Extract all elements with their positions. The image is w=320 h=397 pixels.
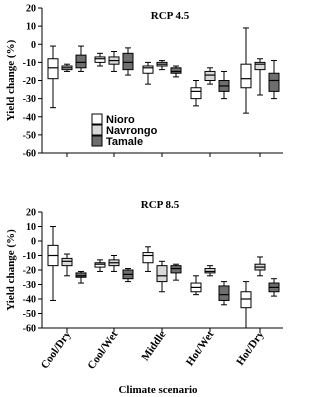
box-iqr (76, 55, 86, 68)
x-tick-label: Middle (139, 328, 169, 364)
y-tick-label: -20 (22, 76, 36, 87)
panel-title: RCP 4.5 (150, 10, 190, 22)
box-iqr (171, 266, 181, 273)
box-nioro-0 (48, 227, 58, 301)
box-iqr (191, 88, 201, 99)
box-nioro-2 (143, 62, 153, 84)
box-nioro-4 (241, 282, 251, 328)
y-tick-label: -10 (22, 251, 36, 262)
x-tick-label: Hot/Wet (183, 328, 217, 369)
box-nioro-1 (95, 260, 105, 272)
y-tick-label: -40 (22, 112, 36, 124)
x-axis-title: Climate scenario (118, 384, 198, 396)
box-tamale-3 (219, 71, 229, 98)
box-iqr (219, 286, 229, 301)
box-iqr (157, 266, 167, 282)
box-tamale-3 (219, 282, 229, 305)
box-navrongo-0 (62, 254, 72, 276)
y-tick-label: 0 (31, 39, 36, 51)
y-tick-label: -50 (22, 130, 36, 142)
legend-swatch-navrongo (92, 125, 102, 135)
x-tick-label: Cool/Wet (85, 328, 121, 372)
y-tick-label: 20 (26, 3, 36, 15)
box-navrongo-0 (62, 64, 72, 71)
legend (92, 114, 158, 148)
box-navrongo-3 (205, 266, 215, 276)
box-iqr (255, 62, 265, 69)
y-tick-label: -50 (22, 309, 36, 320)
box-iqr (62, 258, 72, 265)
panel-rcp85 (5, 199, 283, 335)
y-tick-label: -20 (22, 265, 36, 277)
box-navrongo-3 (205, 68, 215, 84)
y-tick-label: 10 (26, 222, 36, 233)
box-nioro-2 (143, 247, 153, 272)
box-navrongo-4 (255, 59, 265, 95)
box-iqr (95, 263, 105, 267)
y-tick-label: -30 (22, 94, 36, 106)
box-iqr (123, 53, 133, 69)
y-tick-label: 10 (26, 21, 36, 33)
legend-label-navrongo: Navrongo (106, 125, 158, 137)
panel-title: RCP 8.5 (140, 199, 180, 211)
box-navrongo-2 (157, 261, 167, 291)
box-iqr (95, 57, 105, 62)
box-iqr (205, 71, 215, 80)
box-tamale-2 (171, 66, 181, 77)
legend-label-nioro: Nioro (106, 114, 135, 126)
y-axis-label: Yield change (%) (5, 39, 17, 122)
box-tamale-4 (269, 279, 279, 296)
y-tick-label: -60 (22, 148, 36, 160)
box-navrongo-1 (109, 52, 119, 72)
box-navrongo-2 (157, 61, 167, 70)
box-iqr (241, 292, 251, 308)
box-iqr (241, 64, 251, 88)
box-iqr (76, 273, 86, 277)
legend-swatch-nioro (92, 114, 102, 124)
box-iqr (143, 253, 153, 263)
x-tick-label: Hot/Dry (234, 328, 267, 368)
box-nioro-3 (191, 81, 201, 106)
box-nioro-1 (95, 53, 105, 66)
box-iqr (205, 269, 215, 273)
y-axis-label: Yield change (%) (5, 229, 17, 311)
y-tick-label: -10 (22, 57, 36, 69)
x-axis (39, 328, 267, 396)
y-tick-label: 20 (26, 207, 36, 219)
x-tick-label: Cool/Dry (38, 328, 74, 372)
box-tamale-1 (123, 48, 133, 75)
box-iqr (171, 68, 181, 73)
box-navrongo-4 (255, 257, 265, 276)
y-tick-label: 0 (31, 236, 36, 248)
y-tick-label: -30 (22, 280, 36, 291)
legend-label-tamale: Tamale (106, 136, 144, 148)
box-navrongo-1 (109, 256, 119, 272)
box-tamale-0 (76, 271, 86, 283)
box-tamale-1 (123, 269, 133, 282)
legend-swatch-tamale (92, 136, 102, 146)
box-tamale-0 (76, 46, 86, 71)
box-iqr (269, 73, 279, 91)
box-nioro-3 (191, 276, 201, 295)
box-iqr (48, 59, 58, 79)
box-nioro-4 (241, 28, 251, 113)
box-tamale-4 (269, 61, 279, 99)
y-tick-label: -40 (22, 294, 36, 306)
y-tick-label: -60 (22, 323, 36, 335)
box-tamale-2 (171, 264, 181, 280)
box-iqr (143, 66, 153, 73)
box-nioro-0 (48, 46, 58, 108)
